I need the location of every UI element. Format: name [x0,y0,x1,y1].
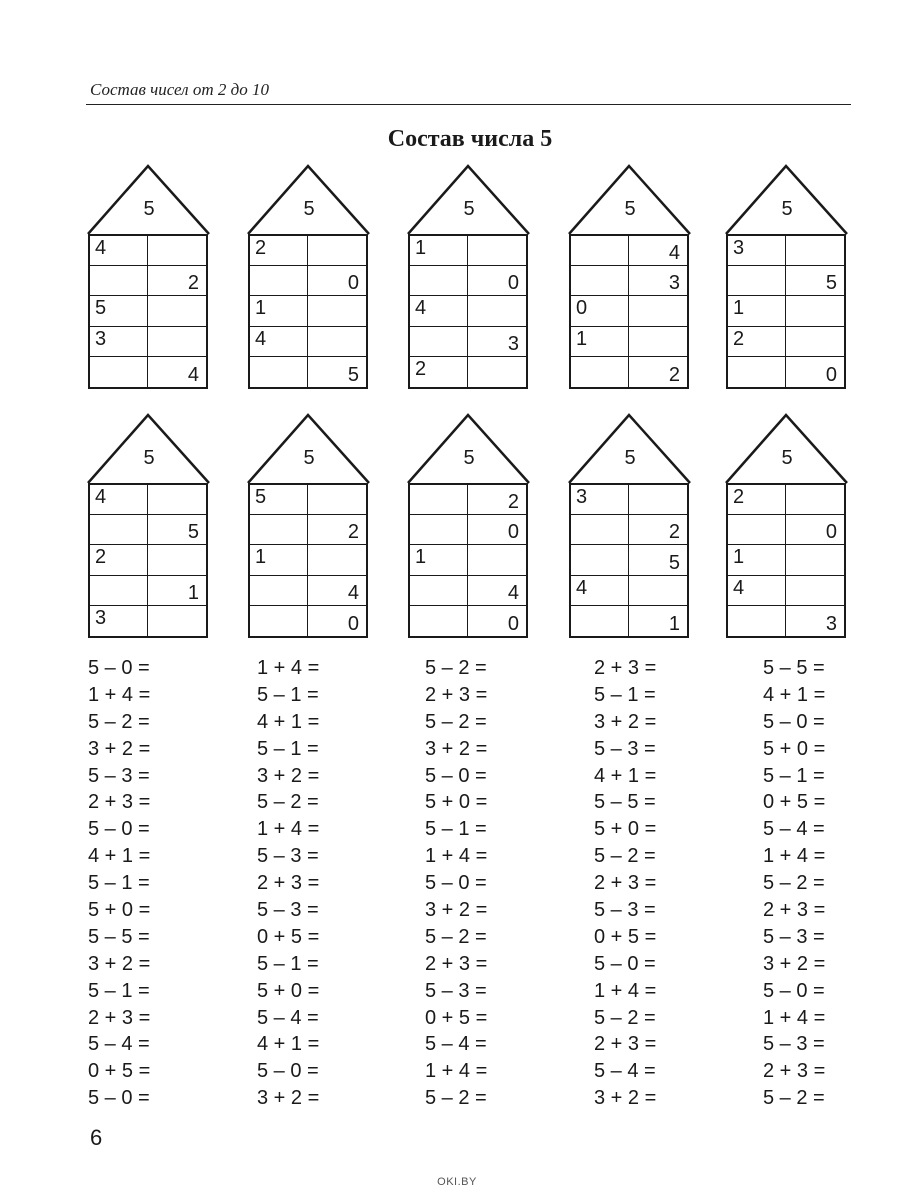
expression: 5 – 1 = [425,818,487,841]
cell-value: 1 [415,546,427,569]
expression: 2 + 3 = [425,952,488,975]
house-cell [148,236,206,266]
house-cell [308,545,366,575]
expression: 5 – 2 = [763,1087,825,1110]
house-cell [308,576,366,606]
house-cell [468,296,526,326]
cell-value: 4 [507,581,519,604]
cell-value: 4 [95,237,107,259]
expression: 4 + 1 = [594,764,657,787]
expression: 5 – 0 = [257,1060,319,1083]
cell-value: 3 [95,327,107,350]
expression: 2 + 3 = [88,1006,151,1029]
house-cell [629,545,687,575]
expression: 5 – 2 = [425,1087,487,1110]
house-cell [308,266,366,296]
house-cell [468,515,526,545]
expression: 5 – 3 = [88,764,150,787]
house-cell [728,266,786,296]
expression: 5 – 4 = [257,1006,319,1029]
cell-value: 2 [255,237,267,259]
house-cell [571,606,629,636]
house-cell [629,236,687,266]
house-grid [726,483,846,638]
house-cell [629,357,687,387]
house-cell [250,327,308,357]
expression: 5 + 0 = [257,979,320,1002]
roof-number: 5 [303,198,315,220]
house-cell [250,576,308,606]
expression: 5 – 1 = [257,952,319,975]
house-cell [728,515,786,545]
expression: 2 + 3 = [257,872,320,895]
house-cell [308,515,366,545]
house-cell [148,545,206,575]
cell-value: 2 [415,357,427,380]
cell-value: 4 [347,581,359,604]
expression: 5 – 5 = [594,791,656,814]
house-cell [571,327,629,357]
house-cell [148,606,206,636]
expression: 5 – 0 = [88,1087,150,1110]
number-house [407,413,531,637]
cell-value: 5 [95,297,107,320]
number-house [568,413,692,637]
expression: 5 – 3 = [257,899,319,922]
expression: 5 – 2 = [257,791,319,814]
house-cell [728,545,786,575]
expression: 1 + 4 = [257,818,320,841]
house-cell [90,296,148,326]
house-cell [468,545,526,575]
house-cell [728,327,786,357]
house-cell [308,236,366,266]
roof-number: 5 [624,447,636,469]
house-cell [148,327,206,357]
house-cell [90,606,148,636]
expression: 5 – 2 = [425,657,487,679]
roof-number: 5 [143,447,155,469]
cell-value: 0 [825,521,837,544]
expression: 4 + 1 = [763,683,826,706]
house-cell [571,515,629,545]
cell-value: 1 [415,237,427,259]
house-cell [629,606,687,636]
expression: 5 – 2 = [88,710,150,733]
expression: 3 + 2 = [594,710,657,733]
house-cell [468,266,526,296]
expression: 5 – 3 = [763,1033,825,1056]
expression: 0 + 5 = [88,1060,151,1083]
house-cell [250,515,308,545]
expression: 5 – 0 = [88,818,150,841]
cell-value: 3 [95,606,107,629]
house-grid [408,483,528,638]
house-cell [571,357,629,387]
expression: 5 – 3 = [763,925,825,948]
house-grid [569,234,689,389]
house-cell [571,485,629,515]
cell-value: 3 [825,613,837,635]
expression: 1 + 4 = [425,1060,488,1083]
house-cell [410,515,468,545]
house-cell [148,357,206,387]
expression: 5 – 3 = [594,737,656,760]
expression: 5 – 5 = [763,657,825,679]
expression: 0 + 5 = [425,1006,488,1029]
house-cell [468,485,526,515]
expression: 4 + 1 = [257,710,320,733]
house-cell [571,545,629,575]
house-cell [90,485,148,515]
expression: 3 + 2 = [594,1087,657,1110]
cell-value: 1 [187,581,199,604]
number-house [87,164,211,388]
house-cell [148,266,206,296]
expression: 5 – 0 = [425,764,487,787]
roof-number: 5 [463,198,475,220]
expression: 5 – 0 = [763,979,825,1002]
house-grid [248,483,368,638]
house-cell [410,266,468,296]
expression: 5 – 3 = [425,979,487,1002]
house-cell [90,357,148,387]
expression: 2 + 3 = [88,791,151,814]
house-cell [308,296,366,326]
expression: 4 + 1 = [88,845,151,868]
cell-value: 1 [255,297,267,320]
house-cell [148,296,206,326]
cell-value: 2 [187,272,199,295]
house-cell [786,357,844,387]
house-cell [90,515,148,545]
expression: 1 + 4 = [425,845,488,868]
expression: 5 + 0 = [88,899,151,922]
house-cell [629,515,687,545]
expression: 2 + 3 = [594,1033,657,1056]
house-cell [468,576,526,606]
expression: 5 – 1 = [594,683,656,706]
house-cell [786,236,844,266]
expression: 5 + 0 = [594,818,657,841]
running-header: Состав чисел от 2 до 10 [90,80,269,99]
expression: 5 – 4 = [763,818,825,841]
house-cell [468,606,526,636]
cell-value: 3 [576,486,588,508]
cell-value: 4 [415,297,427,320]
house-cell [90,266,148,296]
house-grid [88,483,208,638]
cell-value: 0 [347,272,359,295]
house-cell [571,296,629,326]
house-cell [728,606,786,636]
cell-value: 2 [733,486,745,508]
expression: 0 + 5 = [763,791,826,814]
expression: 1 + 4 = [88,683,151,706]
number-house [87,413,211,637]
house-cell [250,545,308,575]
house-cell [728,357,786,387]
cell-value: 4 [95,486,107,508]
expression: 3 + 2 = [425,737,488,760]
expression: 2 + 3 = [425,683,488,706]
number-house [725,164,849,388]
expression-column [594,655,656,1112]
page-title: Состав числа 5 [387,126,553,152]
expression: 5 – 5 = [88,925,150,948]
house-cell [250,357,308,387]
cell-value: 4 [576,576,588,599]
house-cell [410,236,468,266]
house-cell [728,576,786,606]
house-cell [629,327,687,357]
house-cell [629,266,687,296]
house-cell [786,545,844,575]
cell-value: 4 [668,242,680,265]
expression: 4 + 1 = [257,1033,320,1056]
cell-value: 2 [507,491,519,514]
expression: 5 – 1 = [763,764,825,787]
expression-column [88,655,150,1112]
house-cell [786,606,844,636]
cell-value: 0 [507,613,519,635]
house-cell [250,296,308,326]
house-cell [308,606,366,636]
cell-value: 1 [733,297,745,320]
roof-number: 5 [463,447,475,469]
cell-value: 1 [255,546,267,569]
cell-value: 1 [733,546,745,569]
expression: 2 + 3 = [763,899,826,922]
house-cell [786,266,844,296]
expression: 5 – 1 = [88,872,150,895]
expression: 5 – 0 = [763,710,825,733]
house-cell [308,327,366,357]
expression: 5 – 2 = [763,872,825,895]
expression-column [425,655,487,1112]
house-cell [786,296,844,326]
expression: 5 – 4 = [425,1033,487,1056]
expression: 1 + 4 = [763,845,826,868]
expression: 5 – 3 = [257,845,319,868]
house-cell [148,576,206,606]
house-cell [571,236,629,266]
expression: 5 – 1 = [88,979,150,1002]
expression: 3 + 2 = [257,764,320,787]
expression: 5 – 2 = [425,710,487,733]
expression: 1 + 4 = [257,657,320,679]
house-cell [728,485,786,515]
expression: 1 + 4 = [594,979,657,1002]
expression: 0 + 5 = [257,925,320,948]
house-cell [410,296,468,326]
expression: 0 + 5 = [594,925,657,948]
cell-value: 4 [187,364,199,386]
cell-value: 4 [733,576,745,599]
expression: 5 – 0 = [594,952,656,975]
house-cell [410,576,468,606]
number-house [407,164,531,388]
house-cell [250,606,308,636]
cell-value: 0 [507,521,519,544]
house-grid [248,234,368,389]
house-cell [250,236,308,266]
expression: 5 – 2 = [594,1006,656,1029]
house-cell [468,236,526,266]
cell-value: 0 [576,297,588,320]
house-cell [308,357,366,387]
number-house [725,413,849,637]
house-cell [410,485,468,515]
house-cell [571,266,629,296]
expression: 5 – 1 = [257,683,319,706]
cell-value: 2 [668,364,680,386]
house-cell [410,357,468,387]
cell-value: 1 [576,327,588,350]
house-cell [250,266,308,296]
house-grid [569,483,689,638]
cell-value: 3 [668,272,680,295]
cell-value: 2 [347,521,359,544]
house-cell [148,485,206,515]
house-cell [786,576,844,606]
house-grid [726,234,846,389]
house-cell [90,576,148,606]
expression: 5 + 0 = [763,737,826,760]
cell-value: 0 [347,613,359,635]
expression: 5 – 2 = [425,925,487,948]
house-cell [629,576,687,606]
cell-value: 4 [255,327,267,350]
expression: 2 + 3 = [594,872,657,895]
expression: 5 – 3 = [594,899,656,922]
house-cell [468,357,526,387]
expression: 5 – 1 = [257,737,319,760]
house-cell [410,545,468,575]
house-cell [629,296,687,326]
number-house [568,164,692,388]
number-house [247,164,371,388]
roof-number: 5 [781,447,793,469]
cell-value: 5 [347,364,359,386]
house-cell [468,327,526,357]
cell-value: 5 [668,551,680,574]
house-cell [728,236,786,266]
cell-value: 5 [255,486,267,508]
watermark: OKI.BY [437,1176,477,1188]
number-house [247,413,371,637]
expression: 3 + 2 = [425,899,488,922]
expression: 5 – 0 = [425,872,487,895]
roof-number: 5 [624,198,636,220]
house-cell [571,576,629,606]
expression: 5 – 4 = [594,1060,656,1083]
header-rule [86,104,851,105]
house-cell [90,236,148,266]
expression: 1 + 4 = [763,1006,826,1029]
cell-value: 2 [95,546,107,569]
house-cell [90,327,148,357]
cell-value: 2 [733,327,745,350]
expression: 5 + 0 = [425,791,488,814]
house-grid [408,234,528,389]
expression: 2 + 3 = [763,1060,826,1083]
expression: 5 – 2 = [594,845,656,868]
expression: 5 – 4 = [88,1033,150,1056]
expression: 3 + 2 = [763,952,826,975]
house-cell [90,545,148,575]
house-cell [308,485,366,515]
expression: 3 + 2 = [88,737,151,760]
house-cell [410,327,468,357]
house-cell [786,515,844,545]
cell-value: 3 [733,237,745,259]
cell-value: 3 [507,332,519,355]
house-cell [250,485,308,515]
house-cell [629,485,687,515]
expression-column [763,655,825,1112]
page-number: 6 [90,1125,103,1150]
expression: 3 + 2 = [88,952,151,975]
roof-number: 5 [303,447,315,469]
cell-value: 0 [825,364,837,386]
house-cell [410,606,468,636]
expression: 5 – 0 = [88,657,150,679]
house-cell [148,515,206,545]
expression: 3 + 2 = [257,1087,320,1110]
house-grid [88,234,208,389]
cell-value: 5 [825,272,837,295]
cell-value: 0 [507,272,519,295]
roof-number: 5 [143,198,155,220]
roof-number: 5 [781,198,793,220]
expression: 2 + 3 = [594,657,657,679]
house-cell [786,485,844,515]
cell-value: 5 [187,521,199,544]
cell-value: 2 [668,521,680,544]
cell-value: 1 [668,613,680,635]
expression-column [257,655,319,1112]
house-cell [786,327,844,357]
house-cell [728,296,786,326]
